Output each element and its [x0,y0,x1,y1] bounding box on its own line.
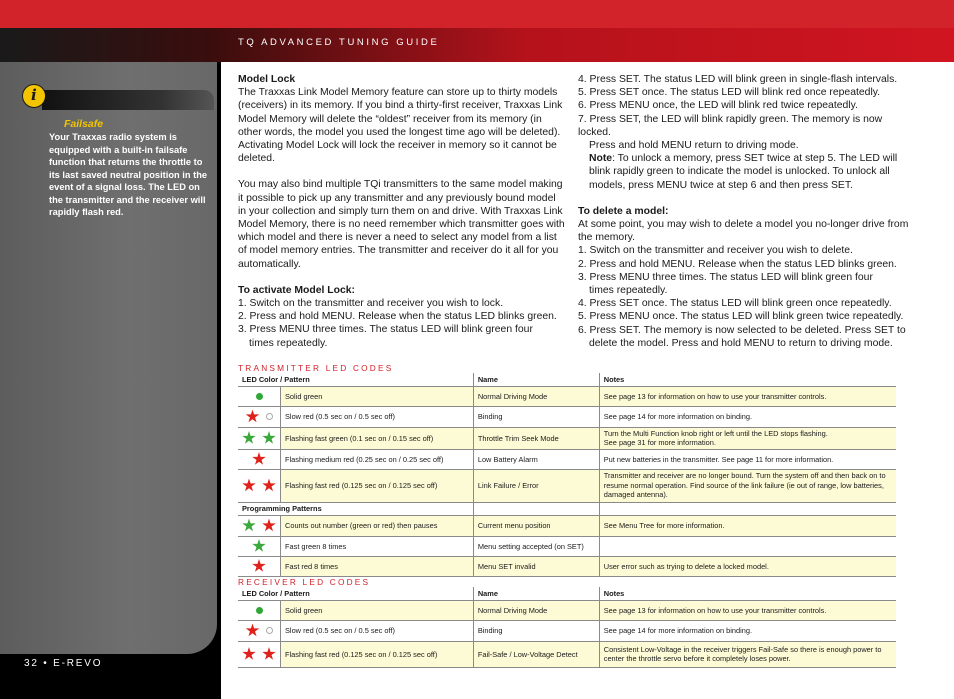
table-row [238,449,896,469]
programming-label: Programming Patterns [238,502,473,515]
name-cell: Link Failure / Error [473,469,599,502]
red-flash-icon [242,647,256,661]
unlock-note [578,152,914,192]
green-flash-icon [262,431,276,445]
model-lock-title: Model Lock [238,74,296,85]
transmitter-table-heading: TRANSMITTER LED CODES [238,363,394,373]
green-led-icon [256,393,263,400]
delete-step-4: 4. Press SET once. The status LED will blink green once repeatedly. [578,298,892,310]
pattern-cell: Solid green [281,600,474,620]
name-cell: Throttle Trim Seek Mode [473,427,599,449]
model-lock-paragraph-1: The Traxxas Link Model Memory feature can store up to thirty models (receivers) in its memory. If you bind a thirty-first receiver, Traxxas Link Model Memory will delete the “oldest” receiver from its memory (in other words, the model you used the longest time ago will be deleted). Activating Model Lock will lock the receiver in memory so it cannot be deleted. [238,87,563,165]
receiver-table-heading: RECEIVER LED CODES [238,577,371,587]
pattern-cell: Flashing fast green (0.1 sec on / 0.15 sec off) [281,427,474,449]
info-icon: i [22,84,46,108]
table-row [238,641,896,667]
activate-step-3: 3. Press MENU three times. The status LED will blink green four [238,324,533,336]
pattern-cell: Flashing medium red (0.25 sec on / 0.25 sec off) [281,449,474,469]
pattern-cell: Fast red 8 times [281,556,474,576]
name-cell: Normal Driving Mode [473,386,599,406]
col-header-notes: Notes [599,587,896,600]
name-cell: Binding [473,620,599,641]
red-flash-icon [242,479,256,493]
table-row [238,556,896,576]
delete-step-3: 3. Press MENU three times. The status LED will blink green four [578,271,873,283]
notes-cell: See page 13 for information on how to use your transmitter controls. [599,386,896,406]
header-red-strip [0,0,954,28]
col-header-name: Name [473,373,599,386]
col-header-color: LED Color / Pattern [238,587,473,600]
notes-cell: See Menu Tree for more information. [599,515,896,536]
activate-title: To activate Model Lock: [238,284,356,296]
off-led-icon [266,413,273,420]
delete-step-1: 1. Switch on the transmitter and receiver you wish to delete. [578,245,853,257]
pattern-cell: Solid green [281,386,474,406]
notes-cell: Put new batteries in the transmitter. See page 11 for more information. [599,449,896,469]
notes-cell: See page 14 for more information on binding. [599,620,896,641]
notes-cell [599,536,896,556]
info-header-bar [42,90,214,110]
right-column [578,73,914,350]
activate-step-6: 6. Press MENU once, the LED will blink red twice repeatedly. [578,100,858,112]
notes-cell: See page 13 for information on how to use your transmitter controls. [599,600,896,620]
delete-step-5: 5. Press MENU once. The status LED will blink green twice repeatedly. [578,311,904,323]
green-flash-icon [252,539,266,553]
note-label: Note [589,153,613,165]
delete-title: To delete a model: [578,205,669,217]
activate-step-2: 2. Press and hold MENU. Release when the status LED blinks green. [238,311,557,323]
transmitter-led-table [238,373,896,577]
red-flash-icon [246,624,260,638]
red-flash-icon [252,559,266,573]
col-header-notes: Notes [599,373,896,386]
delete-step-2: 2. Press and hold MENU. Release when the status LED blinks green. [578,258,897,270]
pattern-cell: Fast green 8 times [281,536,474,556]
pattern-cell: Slow red (0.5 sec on / 0.5 sec off) [281,620,474,641]
name-cell: Normal Driving Mode [473,600,599,620]
green-flash-icon [242,431,256,445]
pattern-cell: Flashing fast red (0.125 sec on / 0.125 sec off) [281,469,474,502]
table-row [238,536,896,556]
notes-cell: Consistent Low-Voltage in the receiver triggers Fail-Safe so there is enough power to center the throttle servo before it completely loses power. [599,641,896,667]
table-row [238,515,896,536]
name-cell: Low Battery Alarm [473,449,599,469]
page-header-title: TQ ADVANCED TUNING GUIDE [238,37,440,48]
notes-line: See page 31 for more information. [603,438,716,447]
failsafe-heading: Failsafe [64,118,104,130]
table-row [238,600,896,620]
activate-step-7-cont: Press and hold MENU return to driving mode. [589,140,799,152]
activate-step-3-cont: times repeatedly. [249,337,328,349]
header-bar [0,0,954,62]
pattern-cell: Flashing fast red (0.125 sec on / 0.125 sec off) [281,641,474,667]
notes-cell: Transmitter and receiver are no longer bound. Turn the system off and then back on to resume normal operation. Find source of the link failure (ie out of range, low batteries, damaged antenna). [599,469,896,502]
notes-cell [599,427,896,449]
delete-step-3-cont: times repeatedly. [589,285,668,297]
table-row [238,386,896,406]
sidebar [0,62,221,699]
left-column [238,73,566,350]
green-led-icon [256,607,263,614]
delete-intro: At some point, you may wish to delete a model you no-longer drive from the memory. [578,219,909,244]
receiver-led-table [238,587,896,668]
table-row [238,406,896,427]
pattern-cell: Slow red (0.5 sec on / 0.5 sec off) [281,406,474,427]
notes-cell: See page 14 for more information on binding. [599,406,896,427]
notes-cell: User error such as trying to delete a locked model. [599,556,896,576]
red-flash-icon [262,519,276,533]
red-flash-icon [246,410,260,424]
activate-step-5: 5. Press SET once. The status LED will blink red once repeatedly. [578,87,881,99]
name-cell: Binding [473,406,599,427]
note-text: : To unlock a memory, press SET twice at step 5. The LED will blink rapidly green to indicate the model is unlocked. To unlock all models, press MENU twice at step 6 and then press SET. [589,153,898,191]
pattern-cell: Counts out number (green or red) then pauses [281,515,474,536]
table-row [238,427,896,449]
red-flash-icon [262,647,276,661]
off-led-icon [266,627,273,634]
name-cell: Current menu position [473,515,599,536]
name-cell: Menu SET invalid [473,556,599,576]
green-flash-icon [242,519,256,533]
col-header-color: LED Color / Pattern [238,373,473,386]
page-number: 32 • E-REVO [24,658,103,669]
table-row [238,469,896,502]
delete-step-6: 6. Press SET. The memory is now selected to be deleted. Press SET to [578,324,906,336]
activate-step-4: 4. Press SET. The status LED will blink green in single-flash intervals. [578,74,898,85]
red-flash-icon [252,452,266,466]
sidebar-panel [0,62,217,654]
name-cell: Fail-Safe / Low-Voltage Detect [473,641,599,667]
name-cell: Menu setting accepted (on SET) [473,536,599,556]
programming-row [238,502,896,515]
activate-step-7: 7. Press SET, the LED will blink rapidly green. The memory is now locked. [578,113,883,138]
failsafe-text: Your Traxxas radio system is equipped with a built-in failsafe function that returns the throttle to its last saved neutral position in the event of a signal loss. The LED on the transmitter and the receiver will rapidly flash red. [49,132,208,217]
red-flash-icon [262,479,276,493]
col-header-name: Name [473,587,599,600]
failsafe-info-box [22,84,214,217]
activate-step-1: 1. Switch on the transmitter and receiver you wish to lock. [238,298,504,310]
delete-step-6-cont: delete the model. Press and hold MENU to return to driving mode. [589,337,893,349]
table-row [238,620,896,641]
notes-line: Turn the Multi Function knob right or left until the LED stops flashing. [603,428,828,438]
model-lock-paragraph-2: You may also bind multiple TQi transmitters to the same model making it possible to pick up any transmitter and any previously bound model in your collection and simply turn them on and drive. With Traxxas Link Model Memory, there is no need remember which transmitter goes with which model and there is never a need to select any model from a list of model memory entries. The transmitter and receiver do it all for you automatically. [238,179,565,270]
